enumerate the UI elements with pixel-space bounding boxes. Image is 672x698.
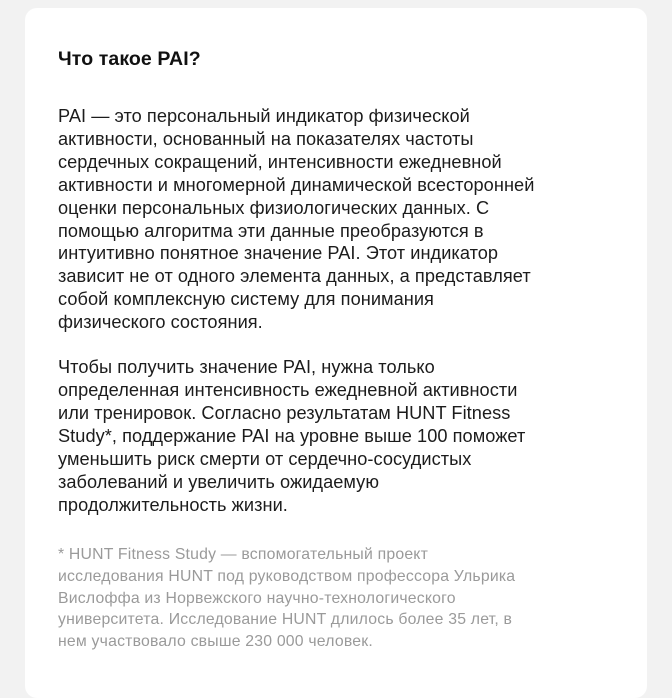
card-title: Что такое PAI? xyxy=(58,48,201,70)
pai-description-paragraph: PAI — это персональный индикатор физической активности, основанный на показателях частоты сердечных сокращений, интенсивности ежедневной активности и многомерной динамической всесторонней оценки персональных физиологических данных. С помощью алгоритма эти данные преобразуются в интуитивно понятное значение PAI. Этот индикатор зависит не от одного элемента данных, а представляет собой комплексную систему для понимания физического состояния. xyxy=(58,106,535,333)
pai-value-paragraph: Чтобы получить значение PAI, нужна только определенная интенсивность ежедневной активности или тренировок. Согласно результатам HUNT Fitness Study*, поддержание PAI на уровне выше 100 поможет уменьшить риск смерти от сердечно-сосудистых заболеваний и увеличить ожидаемую продолжительность жизни. xyxy=(58,357,526,515)
hunt-study-footnote: * HUNT Fitness Study — вспомогательный проект исследования HUNT под руководством профессора Ульрика Вислоффа из Норвежского научно-технологического университета. Исследование HUNT длилось более 35 лет, в нем участвовало свыше 230 000 человек. xyxy=(58,546,516,650)
info-card xyxy=(25,8,647,698)
